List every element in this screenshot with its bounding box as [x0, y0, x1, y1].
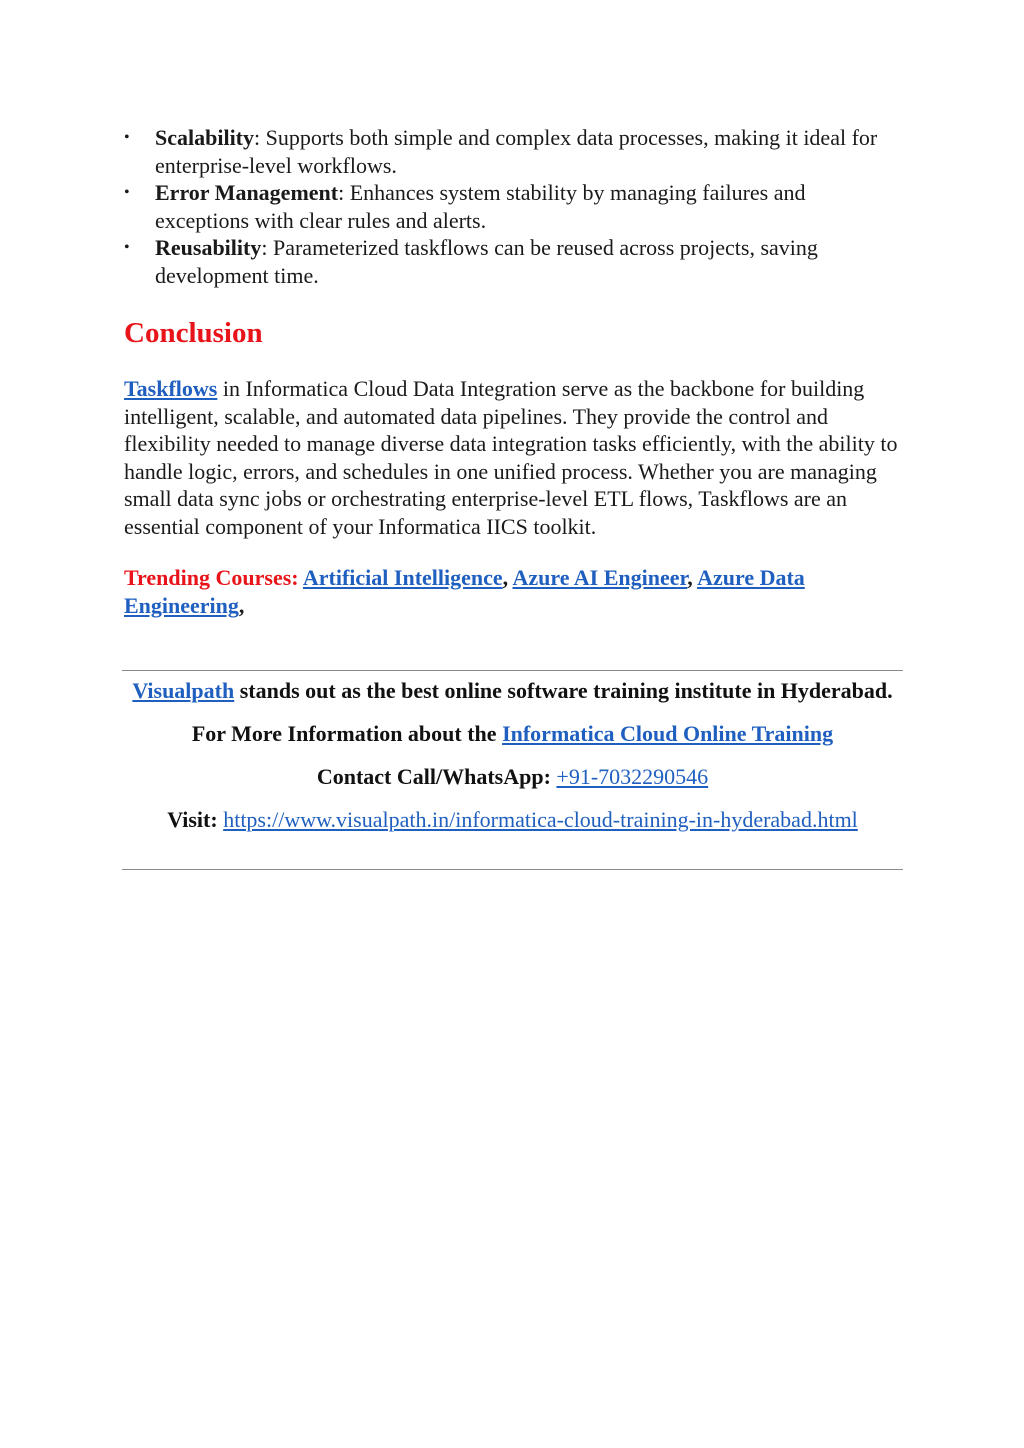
- list-item: [124, 179, 904, 234]
- course-link-artificial-intelligence[interactable]: Artificial Intelligence: [302, 565, 503, 590]
- info-text: For More Information about the: [191, 721, 503, 746]
- conclusion-body: in Informatica Cloud Data Integration serve as the backbone for building intelligent, scalable, and automated data pipelines. They provide the control and flexibility needed to manage diverse data integration tasks efficiently, with the ability to handle logic, errors, and schedules in one unified process. Whether you are managing small data sync jobs or orchestrating enterprise-level ETL flows, Taskflows are an essential component of your Informatica IICS toolkit.: [124, 376, 898, 539]
- conclusion-paragraph: [124, 375, 904, 540]
- course-trailing-comma: ,: [238, 592, 245, 618]
- bullet-term: Error Management: [155, 180, 339, 205]
- brand-text: stands out as the best online software training institute in Hyderabad.: [234, 678, 893, 703]
- info-line: [122, 719, 903, 748]
- visualpath-link[interactable]: Visualpath: [132, 678, 235, 703]
- trending-label: Trending Courses:: [124, 565, 299, 590]
- bullet-term: Reusability: [155, 235, 262, 260]
- website-link[interactable]: https://www.visualpath.in/informatica-cloud-training-in-hyderabad.html: [223, 807, 858, 832]
- bullet-text: : Supports both simple and complex data processes, making it ideal for enterprise-level workflows.: [155, 125, 878, 178]
- bullet-text: : Parameterized taskflows can be reused across projects, saving development time.: [155, 235, 818, 288]
- benefits-list: [124, 124, 904, 289]
- brand-statement: [122, 676, 903, 705]
- course-separator: ,: [502, 565, 513, 590]
- bullet-icon: •: [124, 129, 130, 146]
- bullet-text: : Enhances system stability by managing failures and exceptions with clear rules and alerts.: [155, 180, 806, 233]
- conclusion-heading: Conclusion: [124, 317, 263, 349]
- contact-label: Contact Call/WhatsApp:: [316, 764, 557, 789]
- contact-line: [122, 762, 903, 791]
- taskflows-link[interactable]: Taskflows: [124, 376, 218, 401]
- visit-line: [122, 805, 903, 834]
- course-separator: ,: [687, 565, 698, 590]
- visit-label: Visit:: [167, 807, 224, 832]
- trending-courses: [124, 564, 904, 619]
- course-link-azure-ai-engineer[interactable]: Azure AI Engineer: [512, 565, 688, 590]
- bullet-icon: •: [124, 239, 130, 256]
- informatica-training-link[interactable]: Informatica Cloud Online Training: [502, 721, 834, 746]
- list-item: [124, 234, 904, 289]
- phone-link[interactable]: +91-7032290546: [556, 764, 709, 789]
- bullet-term: Scalability: [155, 125, 255, 150]
- bullet-icon: •: [124, 184, 130, 201]
- course-link-azure-data-engineering[interactable]: Azure Data Engineering: [124, 565, 805, 618]
- list-item: [124, 124, 904, 179]
- contact-footer: [122, 670, 903, 870]
- page-content: [124, 124, 904, 619]
